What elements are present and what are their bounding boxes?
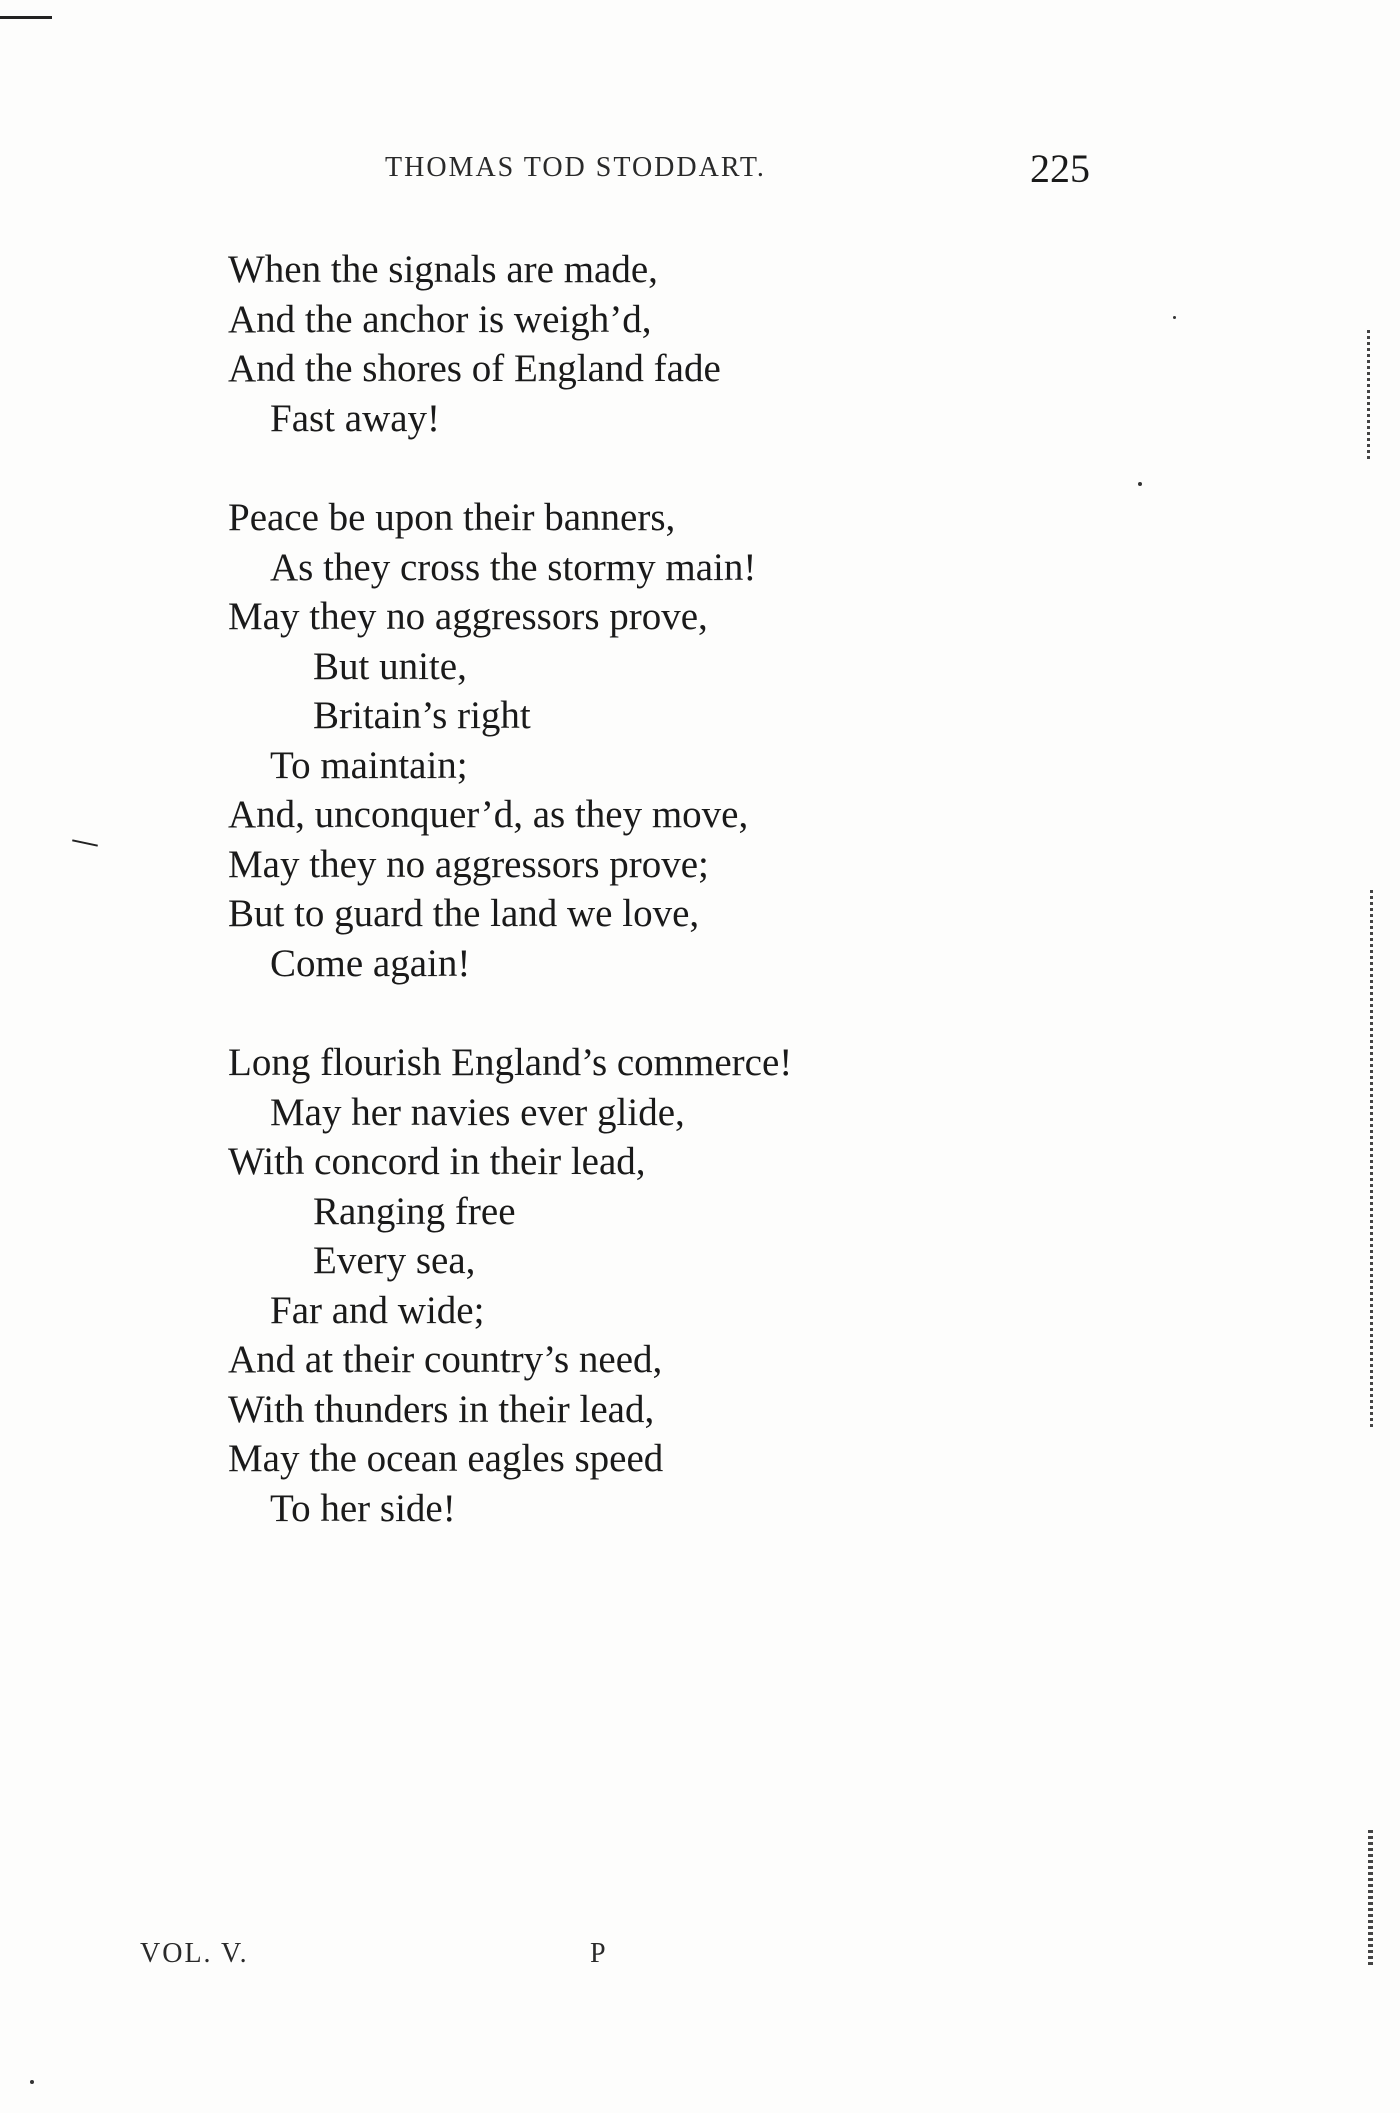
poem-line: Far and wide;	[270, 1288, 485, 1332]
scan-speck	[1173, 316, 1176, 319]
poem-line: Ranging free	[313, 1189, 516, 1233]
stanza-2	[228, 493, 988, 988]
poem-line: To her side!	[270, 1486, 456, 1530]
scan-speck	[1138, 482, 1142, 486]
poem-line: With thunders in their lead,	[228, 1387, 655, 1431]
poem-line: Every sea,	[313, 1239, 476, 1282]
stanza-3	[228, 1038, 988, 1533]
scan-edge-mark	[1367, 330, 1370, 460]
poem-line: And the anchor is weigh’d,	[228, 297, 652, 341]
poem-line: Come again!	[270, 941, 471, 985]
poem-line: With concord in their lead,	[228, 1140, 646, 1183]
scan-edge-mark	[1368, 1830, 1373, 1965]
poem-line: Fast away!	[270, 396, 441, 440]
poem-line: But to guard the land we love,	[228, 892, 700, 935]
scan-edge-mark	[1370, 890, 1373, 1430]
poem-line: As they cross the stormy main!	[270, 545, 757, 589]
poem-line: Peace be upon their banners,	[228, 496, 676, 539]
poem-line: May her navies ever glide,	[270, 1090, 685, 1134]
scan-mark-left	[72, 839, 98, 846]
stanza-1	[228, 245, 988, 443]
poem-line: May they no aggressors prove,	[228, 595, 708, 638]
poem-line: And the shores of England fade	[228, 347, 721, 390]
poem-line: When the signals are made,	[228, 248, 658, 291]
poem-line: Britain’s right	[313, 694, 531, 737]
scan-speck	[30, 2080, 34, 2084]
signature-mark: P	[590, 1938, 606, 1969]
poem-line: May they no aggressors prove;	[228, 842, 709, 886]
poem	[228, 245, 988, 1583]
poem-line: But unite,	[313, 644, 467, 688]
scan-mark-top-left	[0, 16, 52, 19]
poem-line: And at their country’s need,	[228, 1338, 663, 1381]
page-number: 225	[1030, 146, 1090, 191]
poem-line: And, unconquer’d, as they move,	[228, 793, 749, 836]
volume-label: VOL. V.	[140, 1938, 249, 1969]
poem-line: Long flourish England’s commerce!	[228, 1041, 793, 1084]
poem-line: To maintain;	[270, 743, 468, 787]
running-head: THOMAS TOD STODDART.	[385, 152, 766, 183]
poem-line: May the ocean eagles speed	[228, 1437, 664, 1480]
